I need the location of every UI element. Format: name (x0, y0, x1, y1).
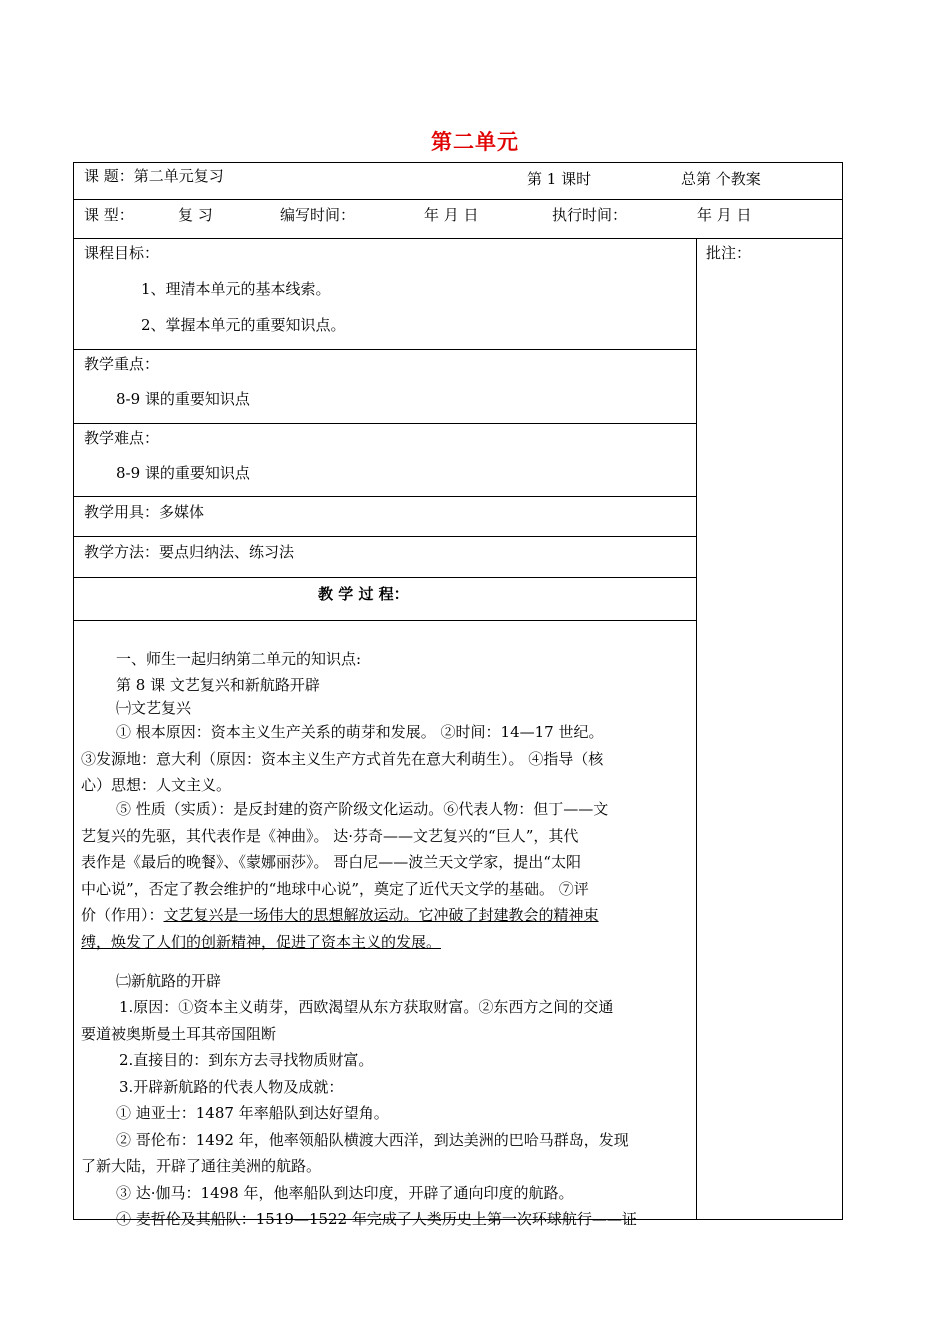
goal-item: 2、掌握本单元的重要知识点。 (141, 316, 346, 334)
text-line: 了新大陆，开辟了通往美洲的航路。 (81, 1157, 322, 1175)
row-divider (73, 349, 697, 350)
intro-line: 一、师生一起归纳第二单元的知识点: (116, 650, 362, 668)
total-plan-label: 总第 个教案 (681, 170, 761, 188)
difficulties-value: 8-9 课的重要知识点 (116, 464, 250, 482)
text-fragment: 价（作用）： (81, 906, 164, 924)
write-time-label: 编写时间： (280, 206, 356, 224)
teaching-tools: 教学用具：多媒体 (84, 503, 205, 521)
row-divider (73, 577, 697, 578)
write-date: 年 月 日 (424, 206, 479, 224)
text-line: ③发源地：意大利（原因：资本主义生产方式首先在意大利萌生）。 ④指导（核 (81, 749, 604, 768)
type-value: 复 习 (178, 206, 213, 224)
teaching-methods: 教学方法：要点归纳法、练习法 (84, 543, 295, 561)
text-line: ① 根本原因：资本主义生产关系的萌芽和发展。 ②时间：14—17 世纪。 (116, 723, 604, 741)
row-divider (73, 238, 843, 239)
text-line: 心）思想：人文主义。 (81, 776, 232, 794)
type-label: 课 型： (84, 206, 134, 224)
text-line: ⑤ 性质（实质）：是反封建的资产阶级文化运动。⑥代表人物：但丁——文 (116, 800, 609, 818)
new-routes-paragraph (81, 994, 687, 1233)
text-line: 表作是《最后的晚餐》、《蒙娜丽莎》。 哥白尼——波兰天文学家，提出“太阳 (81, 853, 581, 871)
renaissance-paragraph-1 (81, 719, 687, 799)
text-line: 1.原因：①资本主义萌芽，西欧渴望从东方获取财富。②东西方之间的交通 (119, 998, 614, 1016)
underlined-text: 文艺复兴是一场伟大的思想解放运动。它冲破了封建教会的精神束 (163, 906, 599, 924)
section-heading: ㈠文艺复兴 (116, 699, 192, 717)
section-heading: ㈡新航路的开辟 (116, 972, 222, 990)
row-divider (73, 620, 697, 621)
notes-label: 批注： (706, 244, 752, 262)
process-heading: 教 学 过 程： (318, 585, 409, 603)
lesson-number: 第 1 课时 (527, 170, 592, 188)
goals-label: 课程目标： (84, 244, 160, 262)
row-divider (73, 423, 697, 424)
goal-item: 1、理清本单元的基本线索。 (141, 280, 331, 298)
text-line: 要道被奥斯曼土耳其帝国阻断 (81, 1024, 277, 1043)
text-line: ② 哥伦布：1492 年，他率领船队横渡大西洋，到达美洲的巴哈马群岛，发现 (116, 1130, 629, 1149)
text-line: 中心说”，否定了教会维护的“地球中心说”，奠定了近代天文学的基础。 ⑦评 (81, 879, 589, 898)
key-points-value: 8-9 课的重要知识点 (116, 390, 250, 408)
exec-date: 年 月 日 (697, 206, 752, 224)
difficulties-label: 教学难点： (84, 429, 160, 447)
text-line (81, 902, 687, 929)
column-divider (696, 238, 697, 1220)
text-line: ① 迪亚士：1487 年率船队到达好望角。 (116, 1104, 389, 1122)
underlined-text: 缚，焕发了人们的创新精神，促进了资本主义的发展。 (81, 932, 442, 951)
renaissance-paragraph-2 (81, 796, 687, 955)
text-line: ③ 达·伽马：1498 年，他率船队到达印度，开辟了通向印度的航路。 (116, 1183, 574, 1202)
key-points-label: 教学重点： (84, 355, 160, 373)
page-title: 第二单元 (431, 129, 519, 154)
lesson-heading: 第 8 课 文艺复兴和新航路开辟 (116, 676, 320, 694)
text-line: 3.开辟新航路的代表人物及成就： (119, 1077, 344, 1096)
row-divider (73, 536, 697, 537)
row-divider (73, 496, 697, 497)
text-line: 艺复兴的先驱，其代表作是《神曲》。 达·芬奇——文艺复兴的“巨人”，其代 (81, 826, 579, 845)
row-divider (73, 199, 843, 200)
text-line: 2.直接目的：到东方去寻找物质财富。 (119, 1051, 374, 1069)
text-line: ④ 麦哲伦及其船队：1519—1522 年完成了人类历史上第一次环球航行——证 (116, 1210, 637, 1228)
exec-time-label: 执行时间： (552, 206, 628, 224)
topic-label: 课 题：第二单元复习 (84, 167, 224, 185)
